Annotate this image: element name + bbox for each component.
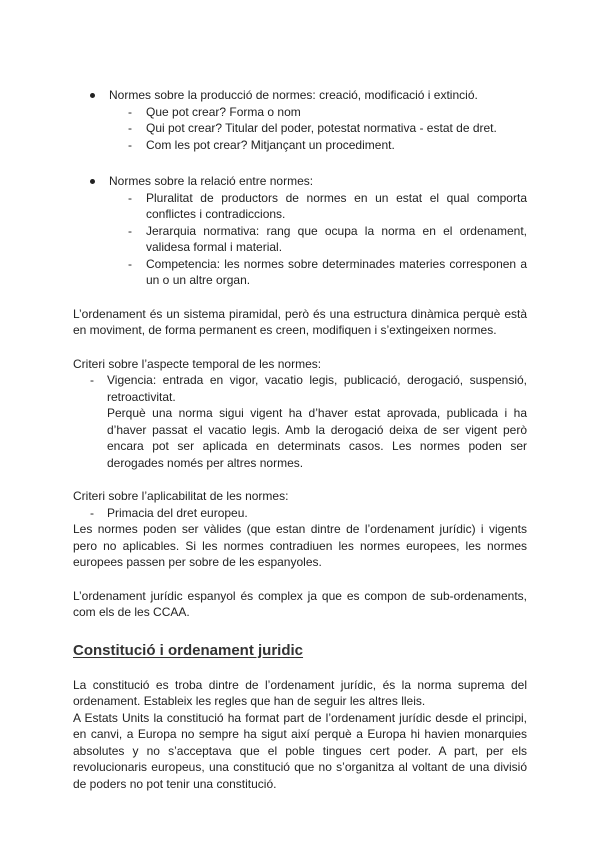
list-item-text: Normes sobre la producció de normes: creació, modificació i extinció.: [109, 88, 478, 102]
sub-list-produccio: [73, 104, 527, 154]
sub-list-item-text: Competencia: les normes sobre determinades materies corresponen a un o un altre organ.: [146, 256, 527, 287]
criteri-aplicabilitat-title: Criteri sobre l’aplicabilitat de les normes:: [73, 489, 289, 503]
dash-icon: -: [128, 223, 132, 238]
sub-list-relacio: [73, 190, 527, 289]
sub-list-item-text: Com les pot crear? Mitjançant un procediment.: [146, 137, 395, 152]
list-item-text: Normes sobre la relació entre normes:: [109, 174, 314, 188]
list-item-relacio: [73, 173, 527, 190]
sub-list-item: [73, 120, 527, 137]
dash-icon: -: [90, 373, 94, 387]
dash-icon: -: [90, 505, 94, 520]
criteri-temporal-continuation: Perquè una norma sigui vigent ha d’haver estat aprovada, publicada i ha d’haver passat el vacatio legis. Amb la derogació deixa de ser vigent però encara pot ser aplicada en determinats casos. Les normes poden ser derogades només per altres normes.: [107, 406, 527, 470]
paragraph-ordenament-espanyol: L’ordenament jurídic espanyol és complex ja que es compon de sub-ordenaments, com els de les CCAA.: [73, 588, 527, 619]
bullet-icon: [90, 179, 95, 184]
criteri-aplicabilitat-item-text: Primacia del dret europeu.: [107, 505, 248, 520]
document-content: [73, 87, 527, 792]
paragraph-constitucio-2: A Estats Units la constitució ha format part de l’ordenament jurídic desde el principi, en canvi, a Europa no sempre ha sigut així perquè a Europa hi havien monarquies absolutes y no s’acceptava que el poble tingues cert poder. A part, per els revolucionaris europeus, una constitució que no s’organitza al voltant de una divisió de poders no pot tenir una constitució.: [73, 710, 527, 791]
paragraph-constitucio-1: La constitució es troba dintre de l’ordenament jurídic, és la norma suprema del ordenament. Estableix les regles que han de seguir les altres lleis.: [73, 677, 527, 708]
sub-list-item: [73, 190, 527, 223]
sub-list-item-text: Pluralitat de productors de normes en un estat el qual comporta conflictes i contradiccions.: [146, 190, 527, 221]
dash-icon: -: [128, 121, 132, 135]
sub-list-item-text: Jerarquia normativa: rang que ocupa la norma en el ordenament, validesa formal i material.: [146, 223, 527, 254]
sub-list-item: [73, 256, 527, 289]
paragraph-aplicabilitat: Les normes poden ser vàlides (que estan dintre de l’ordenament jurídic) i vigents pero no aplicables. Si les normes contradiuen les normes europees, les normes europees passen per sobre de les espanyoles.: [73, 522, 527, 569]
criteri-aplicabilitat-item: [73, 505, 527, 522]
sub-list-item: [73, 223, 527, 256]
sub-list-item-text: Que pot crear? Forma o nom: [146, 104, 301, 119]
dash-icon: -: [128, 190, 132, 205]
sub-list-item-text: Qui pot crear? Titular del poder, potestat normativa - estat de dret.: [146, 121, 497, 135]
criteri-temporal-item-text: Vigencia: entrada en vigor, vacatio legis, publicació, derogació, suspensió, retroactivitat.: [107, 373, 527, 404]
criteri-temporal-title: Criteri sobre l’aspecte temporal de les normes:: [73, 356, 322, 371]
sub-list-item: [73, 104, 527, 121]
dash-icon: -: [128, 256, 132, 271]
sub-list-item: [73, 137, 527, 154]
paragraph-ordenament: L’ordenament és un sistema piramidal, però és una estructura dinàmica perquè està en moviment, de forma permanent es creen, modifiquen i s’extingeixen normes.: [73, 306, 527, 337]
criteri-temporal-item: [73, 372, 527, 405]
bullet-icon: [90, 93, 95, 98]
dash-icon: -: [128, 137, 132, 152]
section-heading: Constitució i ordenament juridic: [73, 641, 304, 659]
list-item-produccio: [73, 87, 527, 104]
dash-icon: -: [128, 104, 132, 119]
